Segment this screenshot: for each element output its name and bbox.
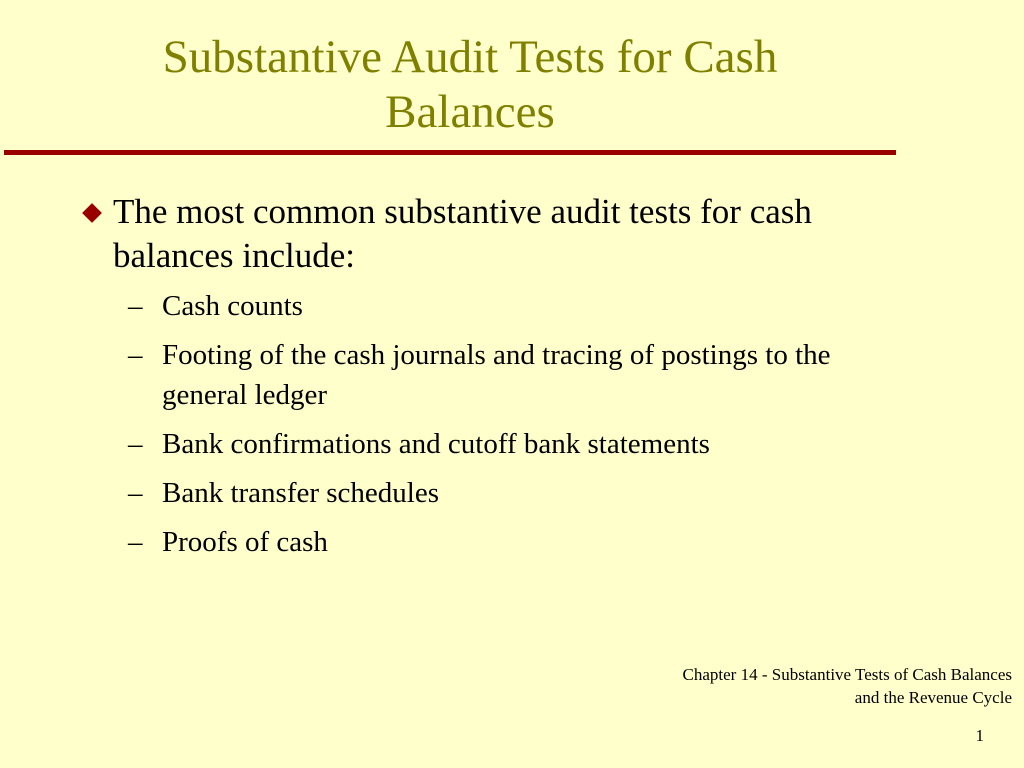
dash-bullet-icon: – (128, 290, 143, 322)
sub-bullet-text: Proofs of cash (162, 526, 328, 558)
sub-bullet-text: Bank transfer schedules (162, 477, 440, 509)
slide-body (80, 190, 940, 571)
sub-bullet-item (128, 286, 940, 326)
sub-bullet-text: Cash counts (162, 290, 303, 322)
dash-bullet-icon: – (128, 526, 143, 558)
sub-bullet-item (128, 335, 940, 415)
slide-title-line: Balances (385, 86, 555, 138)
slide-title-line: Substantive Audit Tests for Cash (162, 31, 778, 83)
title-divider (4, 150, 896, 155)
sub-bullet-text: Footing of the cash journals and tracing of postings to the general ledger (162, 339, 831, 411)
sub-bullet-item (128, 473, 940, 513)
slide-footer (552, 663, 1012, 709)
main-bullet-item (80, 190, 940, 278)
slide-title (40, 30, 900, 140)
sub-bullet-item (128, 424, 940, 464)
footer-line: and the Revenue Cycle (854, 688, 1012, 707)
dash-bullet-icon: – (128, 477, 143, 509)
sub-bullet-text: Bank confirmations and cutoff bank statements (162, 428, 710, 460)
diamond-bullet-icon (82, 203, 102, 223)
sub-bullet-item (128, 522, 940, 562)
main-bullet-text: The most common substantive audit tests for cash balances include: (113, 192, 812, 275)
sub-bullet-list (80, 286, 940, 562)
dash-bullet-icon: – (128, 339, 143, 371)
page-number: 1 (975, 726, 984, 745)
footer-line: Chapter 14 - Substantive Tests of Cash Balances (682, 665, 1012, 684)
dash-bullet-icon: – (128, 428, 143, 460)
